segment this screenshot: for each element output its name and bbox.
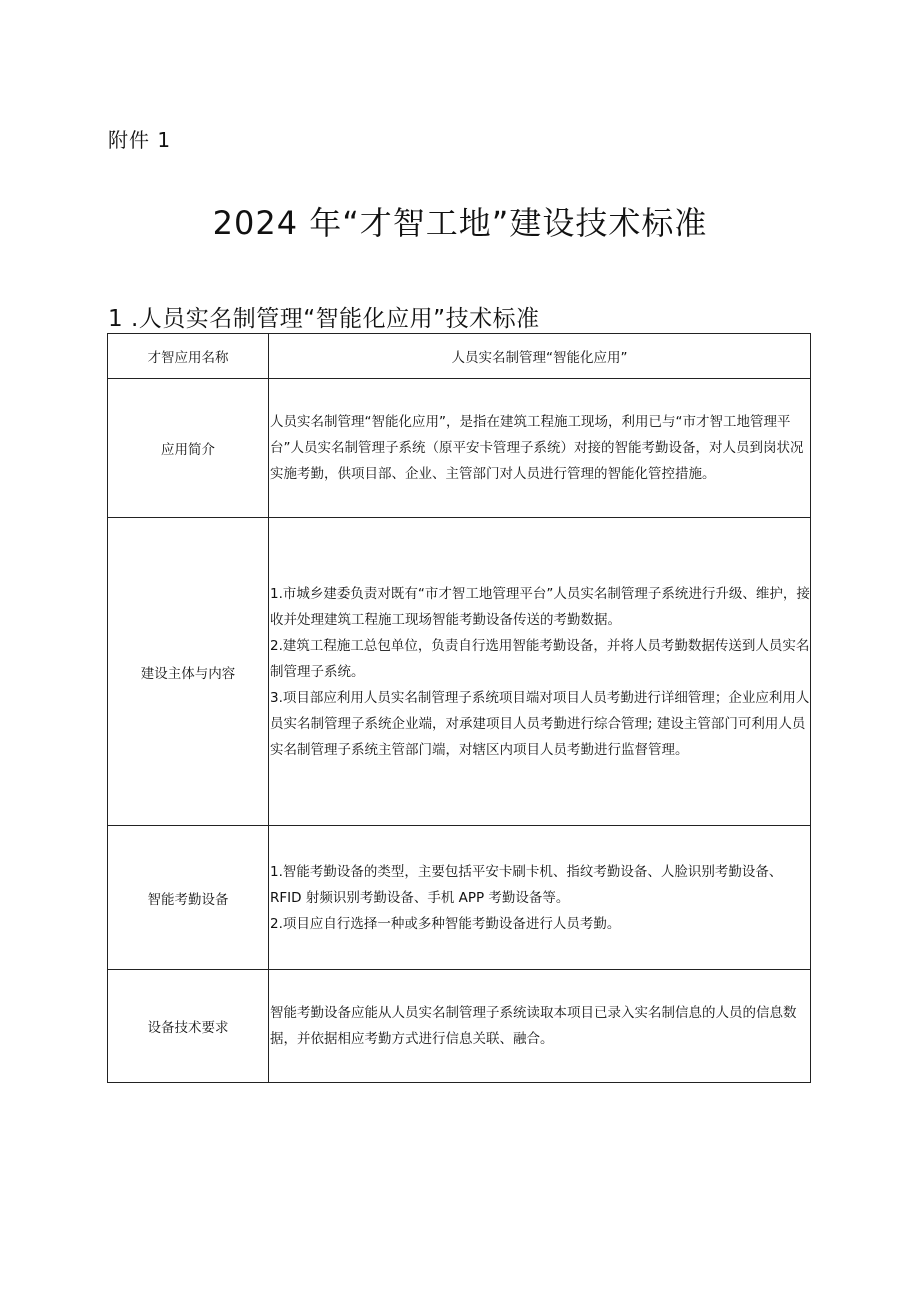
row-paragraph: 3.项目部应利用人员实名制管理子系统项目端对项目人员考勤进行详细管理；企业应利用人员实名制管理子系统企业端，对承建项目人员考勤进行综合管理; 建设主管部门可利用人员实名制管理子系统主管部门端，对辖区内项目人员考勤进行监督管理。 [270, 689, 810, 758]
row-content [269, 518, 811, 826]
row-content [269, 379, 811, 518]
row-label: 应用简介 [108, 379, 269, 518]
table-row [108, 379, 811, 518]
row-label: 设备技术要求 [108, 970, 269, 1083]
row-paragraph: 1.市城乡建委负责对既有“市才智工地管理平台”人员实名制管理子系统进行升级、维护，接收并处理建筑工程施工现场智能考勤设备传送的考勤数据。 [270, 585, 810, 628]
table-row [108, 826, 811, 970]
row-label: 建设主体与内容 [108, 518, 269, 826]
table-header-row [108, 334, 811, 379]
row-content [269, 826, 811, 970]
row-content [269, 970, 811, 1083]
document-title: 2024 年“才智工地”建设技术标准 [212, 204, 708, 242]
row-label: 智能考勤设备 [108, 826, 269, 970]
header-label-cell: 才智应用名称 [108, 334, 269, 379]
section-title: 1 .人员实名制管理“智能化应用”技术标准 [108, 306, 540, 332]
row-paragraph: 智能考勤设备应能从人员实名制管理子系统读取本项目已录入实名制信息的人员的信息数据，并依据相应考勤方式进行信息关联、融合。 [270, 1005, 797, 1047]
standards-table [107, 333, 811, 1083]
row-paragraph: 2.建筑工程施工总包单位，负责自行选用智能考勤设备，并将人员考勤数据传送到人员实名制管理子系统。 [270, 637, 810, 680]
header-value-cell: 人员实名制管理“智能化应用” [269, 334, 811, 379]
attachment-label: 附件 1 [108, 128, 172, 152]
row-paragraph: 2.项目应自行选择一种或多种智能考勤设备进行人员考勤。 [270, 915, 621, 932]
row-paragraph: 人员实名制管理“智能化应用”，是指在建筑工程施工现场，利用已与“市才智工地管理平台”人员实名制管理子系统（原平安卡管理子系统）对接的智能考勤设备，对人员到岗状况实施考勤，供项目部、企业、主管部门对人员进行管理的智能化管控措施。 [270, 414, 804, 482]
row-paragraph: 1.智能考勤设备的类型，主要包括平安卡刷卡机、指纹考勤设备、人脸识别考勤设备、RFID 射频识别考勤设备、手机 APP 考勤设备等。 [270, 863, 783, 906]
table-row [108, 518, 811, 826]
table-row [108, 970, 811, 1083]
